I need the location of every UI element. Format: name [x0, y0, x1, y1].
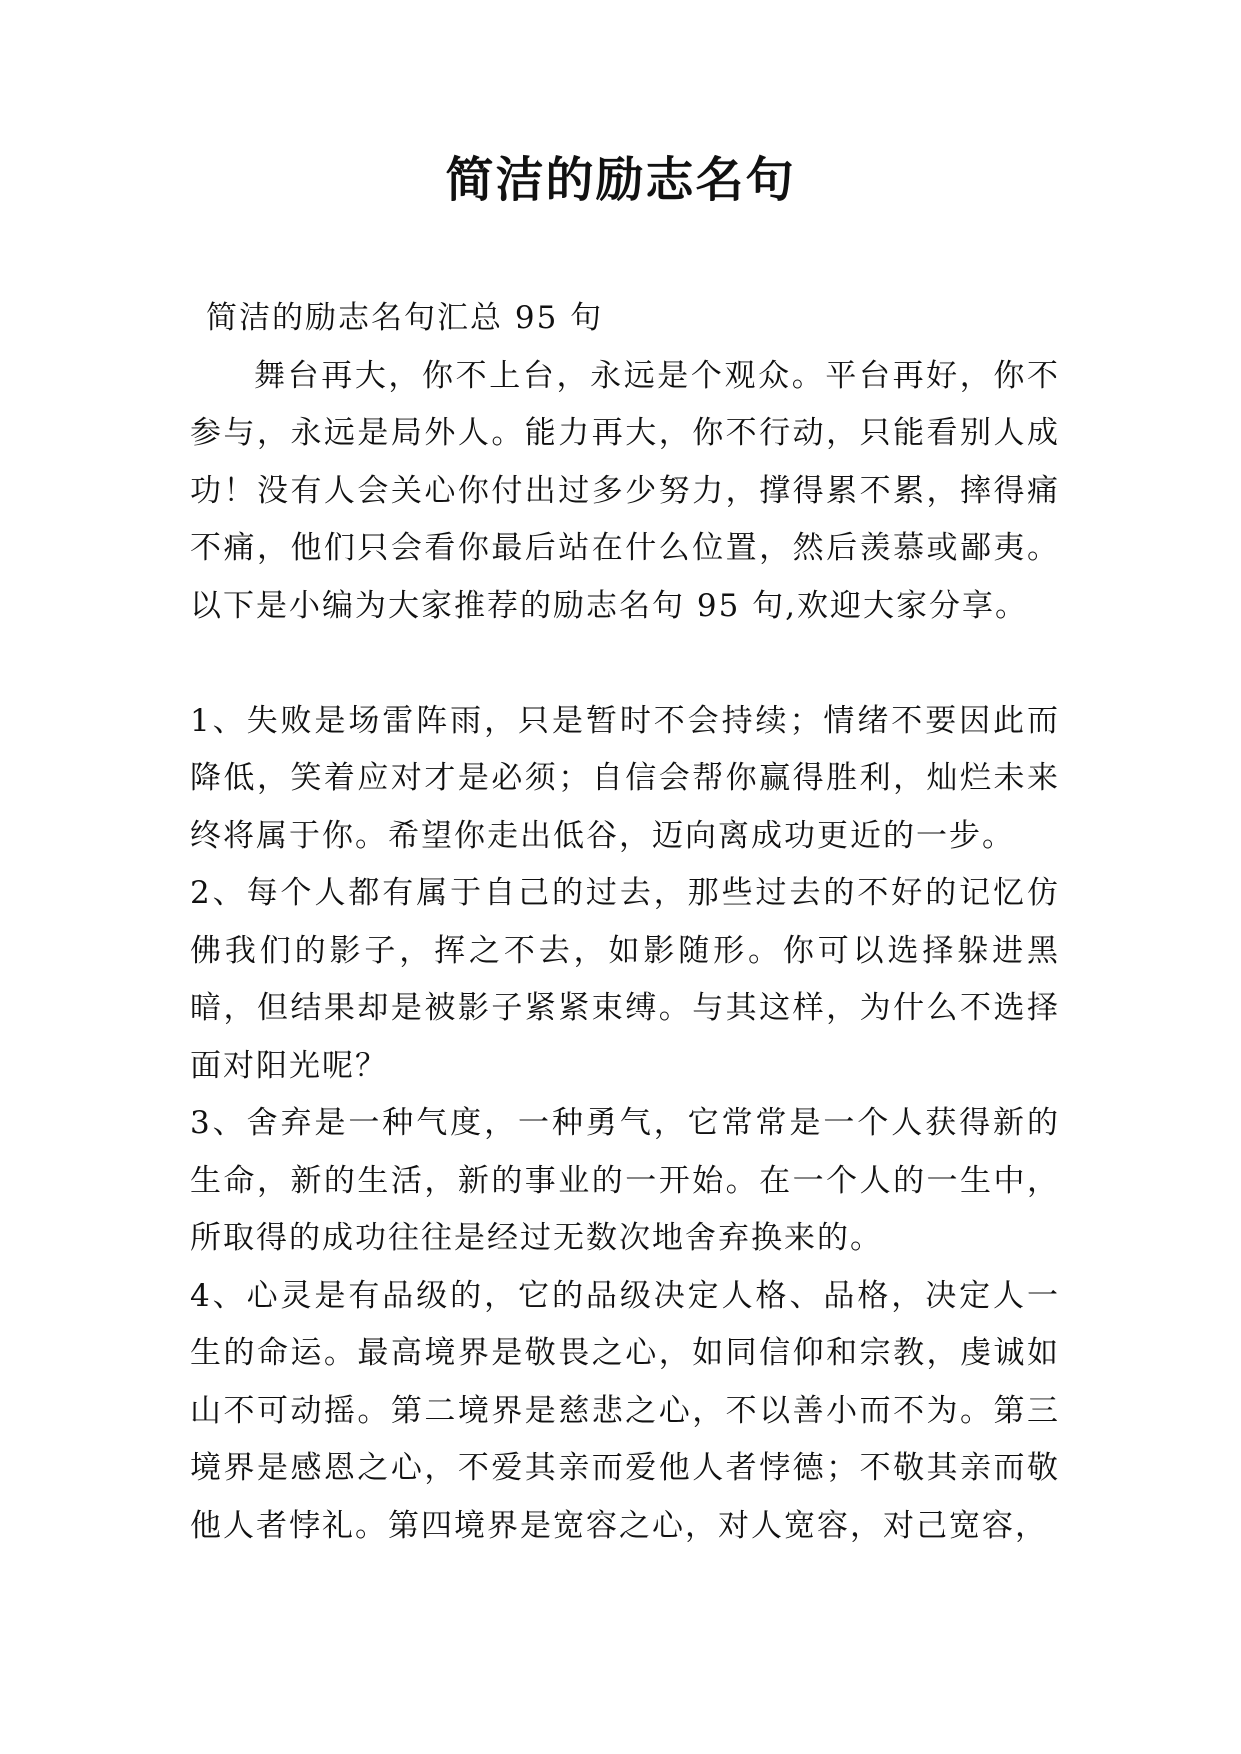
intro-paragraph: 舞台再大，你不上台，永远是个观众。平台再好，你不参与，永远是局外人。能力再大，你不行动，只能看别人成功！没有人会关心你付出过多少努力，撑得累不累，摔得痛不痛，他们只会看你最后站在什么位置，然后羡慕或鄙夷。以下是小编为大家推荐的励志名句 95 句,欢迎大家分享。 — [190, 357, 1060, 624]
document-subtitle: 简洁的励志名句汇总 95 句 — [206, 300, 604, 336]
quote-item-3: 3、舍弃是一种气度，一种勇气，它常常是一个人获得新的生命，新的生活，新的事业的一开始。在一个人的一生中，所取得的成功往往是经过无数次地舍弃换来的。 — [190, 1105, 1060, 1256]
quote-item-4: 4、心灵是有品级的，它的品级决定人格、品格，决定人一生的命运。最高境界是敬畏之心，如同信仰和宗教，虔诚如山不可动摇。第二境界是慈悲之心，不以善小而不为。第三境界是感恩之心，不爱其亲而爱他人者悖德；不敬其亲而敬他人者悖礼。第四境界是宽容之心，对人宽容，对己宽容， — [190, 1277, 1060, 1544]
document-title: 简洁的励志名句 — [445, 152, 796, 208]
quote-item-2: 2、每个人都有属于自己的过去，那些过去的不好的记忆仿佛我们的影子，挥之不去，如影随形。你可以选择躲进黑暗，但结果却是被影子紧紧束缚。与其这样，为什么不选择面对阳光呢？ — [190, 875, 1060, 1084]
paragraph-spacer — [190, 635, 1060, 693]
document-body — [190, 290, 1060, 1555]
quote-item-1: 1、失败是场雷阵雨，只是暂时不会持续；情绪不要因此而降低，笑着应对才是必须；自信会帮你赢得胜利，灿烂未来终将属于你。希望你走出低谷，迈向离成功更近的一步。 — [190, 702, 1060, 854]
